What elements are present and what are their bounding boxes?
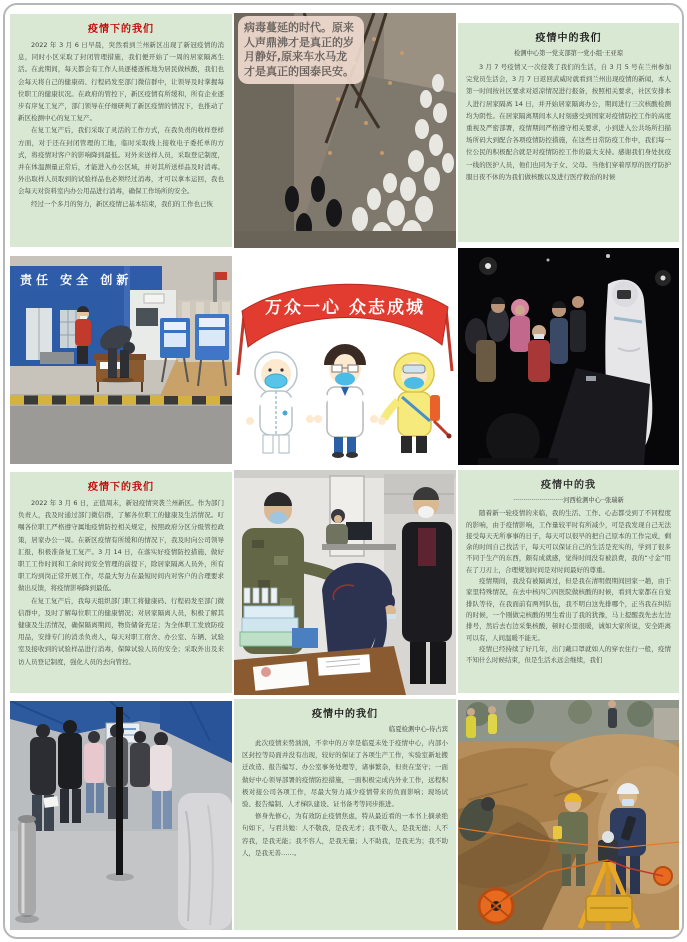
hazmat-street-photo	[234, 13, 456, 248]
essay-c-paragraph-2: 在复工复产后，我每天组织部门职工将健康码、行程码发至部门微信群中，及时了解每位职工的健康情况；对居家隔离人员，积极了解其健康及生活情况，确保隔离期间，物资储备充足；为全体职工发放防疫用品，安排专门的消杀负责人，每天对职工宿舍、办公室、车辆、试验室及接收到的试验样品进行消毒，保障试验人员的安全；采取外出及来访人员登记制度，强化人员的去向管控。	[18, 596, 224, 666]
essay-d-paragraph-2: 疫情期间，我没有被隔离过，但是我在清明假期间回家一趟，由于家里特殊情况，在去中核四〇四医院做核酸的时候，看到大家都在自觉排队等待，在我面前有两列队伍，我不明白这先排哪个，正当我在纠结的时候，一个刚做完核酸的男生看出了我的犹豫，马上提醒我先去左边排号，然后去右边采集核酸，顿时心里很暖，诚如大家所说，安全距离可以有，人间温暖不能无。	[466, 577, 671, 642]
foreground-head	[486, 413, 540, 465]
banner-slogan: 万众一心 众志成城	[265, 298, 425, 318]
tent-queue-photo-art	[10, 701, 232, 930]
essay-card-d	[458, 470, 679, 693]
night-testing-photo-art	[458, 248, 679, 465]
essay-d-title: 疫情中的我	[541, 480, 596, 491]
essay-b-title: 疫情中的我们	[535, 33, 602, 44]
essay-b-paragraph-1: 3 月 7 号疫情又一次侵袭了我们的生活，自 3 月 5 号在兰州参加完党员生活会，3 月 7 日返回武威时就看到兰州出现疫情的新闻，本人第一时间按社区要求对返凉情况进行报备，按照相关要求，社区安排本人进行居家隔离 14 日，并开始居家隔离办公，期间进行三次核酸检测均为阴性。在居家隔离期间本人时刻感受到国家对疫情防控工作的高度重视及严密部署，疫情期间严格遵守相关要求，小到进入公共场所扫描场所码大到配合各项疫情防控措施，在这些日常防疫工作中，我们每一位公民的积极配合就是对疫情防控工作的最大支持。感谢我们身处抗疫一线的医护人员，他们也同为子女、父母。当他们穿着厚厚的医疗防护服日夜不休的为我们做核酸以及进行医疗救治的时候	[466, 63, 671, 181]
office-supplies-photo-art	[234, 470, 456, 695]
essay-a-title: 疫情下的我们	[88, 24, 154, 35]
essay-c-title: 疫情下的我们	[88, 482, 154, 493]
checkpoint-photo-art	[10, 256, 232, 464]
unity-cartoon-art	[234, 253, 456, 462]
essay-a-paragraph-2: 在复工复产后，我们采取了灵活的工作方式，在我负责的收样登样方面，对于还在封闭管理的工地，临时采取线上接收电子委托单的方式，将疫情对客户的影响降到最低。对外来送样人员，采取登记制度，并在体温测量正常后，才能进入办公区域，并对其所送样品及时消毒。外出取样人员取到的试验样品也必须经过消毒，才可以拿本运回，我也会每天对资料室内办公用品进行消毒，确保工作场所的安全。	[18, 126, 224, 196]
essay-e-paragraph-1: 此次疫情来势汹汹，不幸中的万幸是临夏未处于疫情中心，内部小区封控等局面并没有出现，较好的保证了各项生产工作，实验室新址搬迁改造、报告编写、办公室事务处理等，诸事繁杂，但贵在坚守；一面做好中心领导部署的疫情防控措施，一面积极完成内外业工作，远程积极对接公司各项工作，尽最大努力减少疫情带来的负面影响；现场试验、报告编制、人才梯队建设、证书备考等同步推进。	[242, 739, 448, 809]
night-testing-photo	[458, 248, 679, 465]
essay-card-c	[10, 472, 232, 693]
essay-a-paragraph-3: 经过一个多月的努力，新区疫情已基本结束，我们的工作也已恢	[31, 199, 213, 208]
photo-text-overlay: 病毒蔓延的时代。原来人声鼎沸才是真正的岁月静好,原来车水马龙才是真正的国泰民安。	[238, 16, 364, 84]
checkpoint-banner-text: 责任 安全 创新	[20, 273, 133, 287]
essay-a-paragraph-1: 2022 年 3 月 6 日早晨，突然看到兰州新区出现了新冠疫情的消息，同时小区采取了封闭管理措施，我们便开始了一周的居家隔离生活。在此期间，每天都会有工作人员逐楼逐栋地为居民做核酸，我们也会每天将自己的健康码、行程码发至部门微信群中，让领导及时掌握每位职工的健康状况。在政府的管控下，新区疫情有所缓和，所有企业逐步有序复工复产，部门领导在仔细研判了新区疫情的情况下，也推动了新区检测中心的复工复产。	[18, 41, 224, 123]
essay-b-author: 检测中心第一党支部第一党小组·王亚琼	[513, 50, 624, 57]
essay-card-b	[458, 23, 679, 242]
essay-card-e	[234, 699, 456, 930]
tent-queue-photo	[10, 701, 232, 930]
office-supplies-photo	[234, 470, 456, 695]
metal-bollard	[15, 815, 39, 923]
tent-pole	[116, 707, 123, 875]
checkpoint-photo	[10, 256, 232, 464]
essay-e-title: 疫情中的我们	[312, 709, 378, 720]
survey-site-photo-art	[458, 700, 679, 930]
essay-d-paragraph-1: 随着新一轮疫情的来临，我的生活、工作、心态都受到了不同程度的影响，由于疫情影响，工作量较平时有所减少，可是我发现自己无法接受每天无所事事的日子，每天可以很早的把自己原本的工作完成，剩余的时间自己找活干，每天可以保证自己的生活是充实的，学到了很多不同于生产的东西，颇有成就感，觉得时间没有被浪费，我的“寸金”用在了刀刃上，合理规划时间是对时间最好的尊重。	[466, 509, 671, 574]
survey-site-photo	[458, 700, 679, 930]
essay-e-paragraph-2: 修身先修心，为有效防止疫情焦虑，特从最近看的一本书上摘录绝句如下，与君共勉：人不敬我，是我无才；我不敬人，是我无德；人不容我，是我无能；我不容人，是我无量；人不助我，是我无为；我不助人，是我无善……。	[242, 812, 448, 857]
essay-c-paragraph-1: 2022 年 3 月 6 日，正值周末，新冠疫情突袭兰州新区。作为部门负责人，我及时通过部门微信群，了解各位职工的健康及生活情况。叮嘱各位职工严格遵守属地疫情防控相关规定，按照政府分区分级管控政策，居家办公一周。在新区疫情有所缓和的情况下，我及时向公司领导汇报，积极准备复工复产。3 月 14 日，在落实好疫情防控措施、做好职工工作时间和工余时间安全管理的前提下，除居家隔离人员外，所有职工均到岗正常开展工作，尽最大努力在最短时间内对客户的合理要求做出反馈，将疫情影响降到最低。	[18, 499, 224, 593]
essay-d-paragraph-3: 疫情已经持续了好几年，出门戴口罩就如人的穿衣住行一般，疫情不知什么时候结束，但是生活永远会继续，我们	[466, 644, 671, 665]
essay-d-author: ·························河西检测中心··张瑞新	[513, 497, 624, 504]
essay-e-author: 临夏检测中心-侍占宾	[389, 726, 448, 733]
essay-card-a	[10, 14, 232, 247]
unity-cartoon	[234, 253, 456, 462]
